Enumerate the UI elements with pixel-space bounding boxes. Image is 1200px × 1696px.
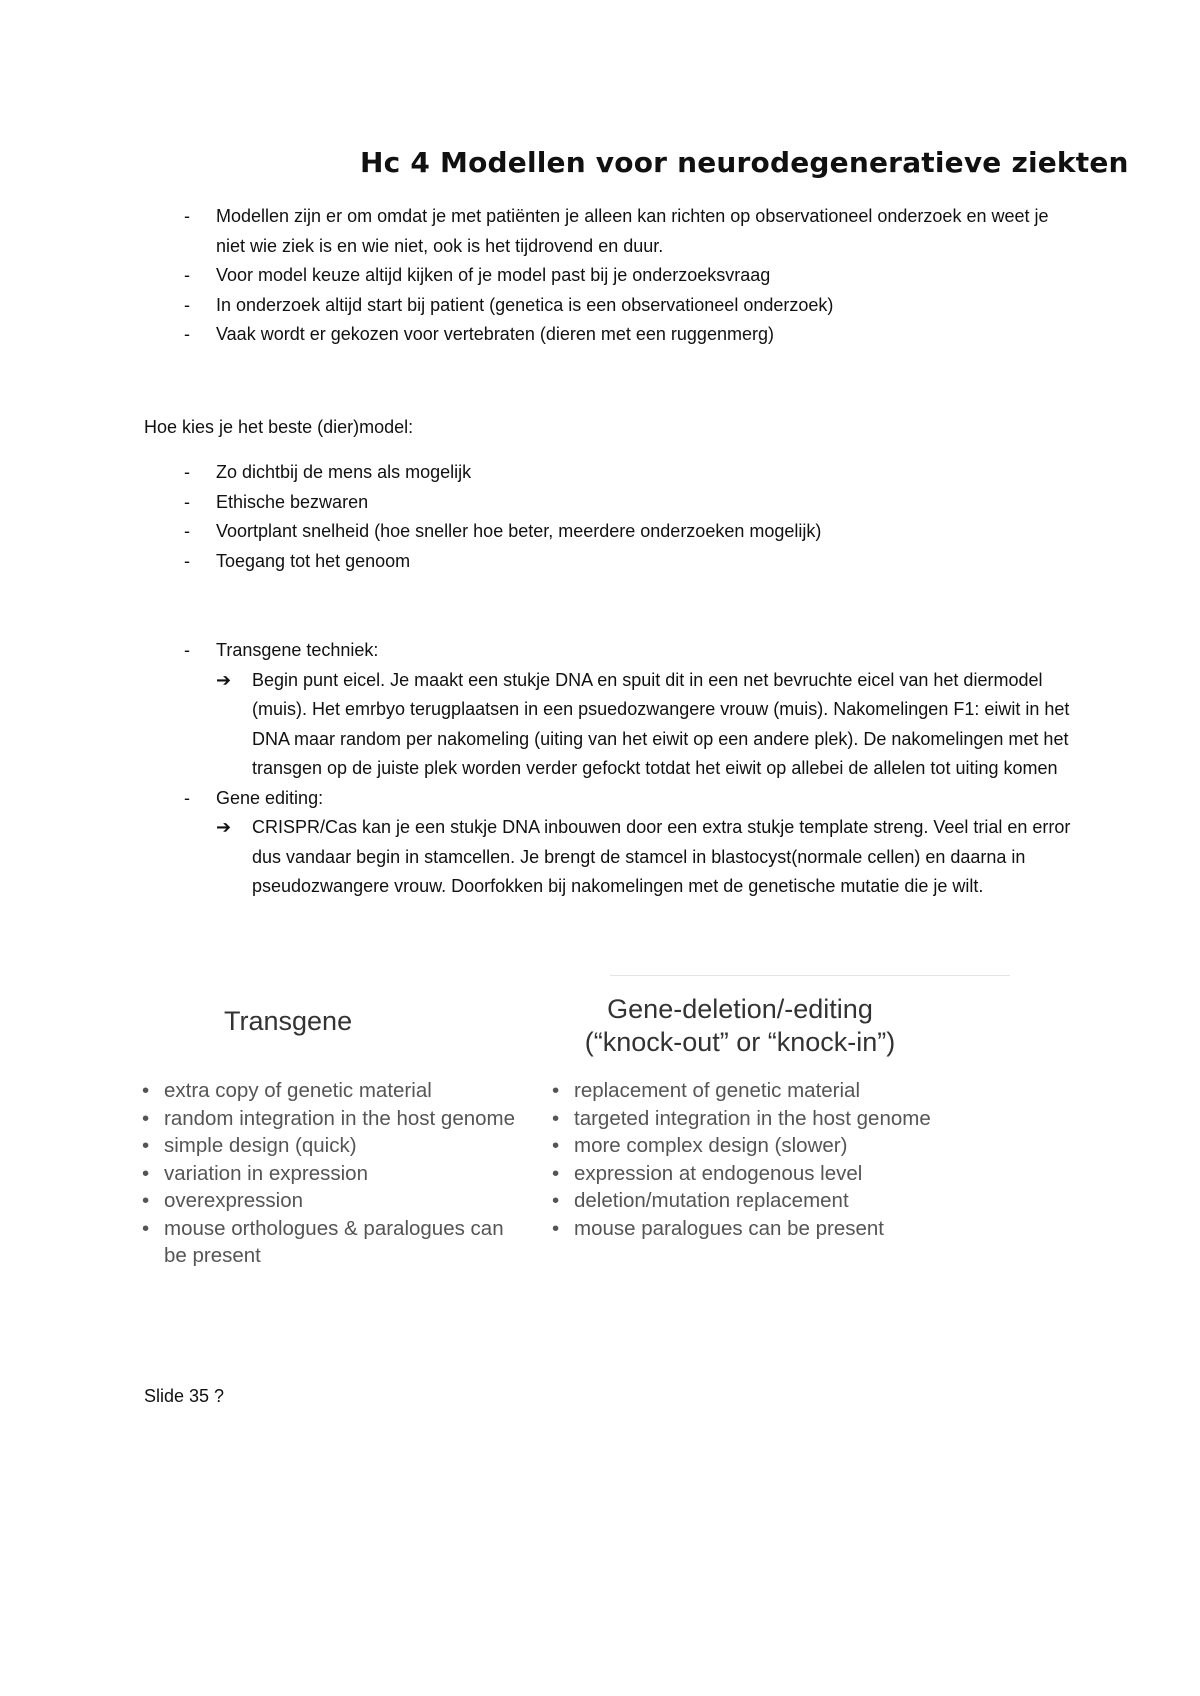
list-item-text: Voor model keuze altijd kijken of je model past bij je onderzoeksvraag	[216, 265, 771, 285]
technique-item	[180, 784, 1076, 902]
list-item-text: Vaak wordt er gekozen voor vertebraten (dieren met een ruggenmerg)	[216, 324, 774, 344]
arrow-right-icon: ➔	[216, 817, 232, 837]
arrow-right-icon: ➔	[216, 669, 232, 690]
list-item-text: Zo dichtbij de mens als mogelijk	[216, 462, 472, 482]
list-item	[180, 291, 1076, 321]
transgene-list	[140, 1077, 520, 1270]
technique-label: Transgene techniek:	[216, 640, 379, 660]
dash-marker: -	[184, 787, 190, 808]
dash-marker: -	[184, 206, 190, 226]
list-item: • mouse orthologues & paralogues can be present	[140, 1215, 520, 1270]
list-item	[180, 488, 1076, 518]
footer-note: Slide 35 ?	[144, 1386, 225, 1406]
list-item	[180, 202, 1076, 261]
gene-editing-heading	[550, 993, 930, 1077]
technique-list	[180, 636, 1076, 902]
dash-marker: -	[184, 521, 190, 541]
list-item-text: Voortplant snelheid (hoe sneller hoe beter, meerdere onderzoeken mogelijk)	[216, 521, 822, 541]
list-item-text: Ethische bezwaren	[216, 491, 369, 512]
technique-label: Gene editing:	[216, 787, 324, 808]
list-item	[180, 547, 1076, 577]
dash-marker: -	[184, 324, 190, 344]
technique-detail	[216, 813, 1072, 902]
list-item	[180, 320, 1076, 350]
list-item	[180, 261, 1076, 291]
gene-editing-heading-line2: (“knock-out” or “knock-in”)	[584, 1027, 896, 1057]
gene-editing-list	[550, 1077, 1070, 1242]
technique-item	[180, 636, 1076, 784]
list-item	[180, 458, 1076, 488]
list-item: • replacement of genetic material	[550, 1077, 1070, 1105]
technique-detail	[216, 666, 1072, 784]
transgene-column	[140, 993, 550, 1270]
list-item: • mouse paralogues can be present	[550, 1215, 1070, 1243]
gene-editing-column	[550, 993, 1070, 1242]
transgene-heading: Transgene	[224, 1006, 353, 1036]
dash-marker: -	[184, 265, 190, 285]
list-item: • deletion/mutation replacement	[550, 1187, 1070, 1215]
list-item: • targeted integration in the host genome	[550, 1105, 1070, 1133]
list-item: • more complex design (slower)	[550, 1132, 1070, 1160]
dash-marker: -	[184, 640, 190, 660]
dash-marker: -	[184, 294, 190, 315]
criteria-list	[180, 458, 1076, 576]
page-title: Hc 4 Modellen voor neurodegeneratieve ziekten	[360, 146, 1129, 179]
criteria-heading: Hoe kies je het beste (dier)model:	[144, 417, 414, 437]
list-item-text: Toegang tot het genoom	[216, 550, 411, 571]
list-item: • variation in expression	[140, 1160, 520, 1188]
technique-detail-text: CRISPR/Cas kan je een stukje DNA inbouwen door een extra stukje template streng. Veel trial en error dus vandaar begin in stamcellen. Je brengt de stamcel in blastocyst(normale cellen) en daarna in pseudozwangere vrouw. Doorfokken bij nakomelingen met de genetische mutatie die je wilt.	[252, 817, 1071, 896]
list-item-text: Modellen zijn er om omdat je met patiënten je alleen kan richten op observationeel onderzoek en weet je niet wie ziek is en wie niet, ook is het tijdrovend en duur.	[216, 206, 1049, 256]
technique-detail-text: Begin punt eicel. Je maakt een stukje DNA en spuit dit in een net bevruchte eicel van het diermodel (muis). Het emrbyo terugplaatsen in een psuedozwangere vrouw (muis). Nakomelingen F1: eiwit in het DNA maar random per nakomeling (uiting van het eiwit op een andere plek). De nakomelingen met het transgen op de juiste plek worden verder gefockt totdat het eiwit op allebei de allelen tot uiting komen	[252, 669, 1070, 778]
slide-figure	[140, 975, 1100, 1335]
dash-marker: -	[184, 550, 190, 571]
list-item: • expression at endogenous level	[550, 1160, 1070, 1188]
figure-divider	[610, 975, 1010, 976]
dash-marker: -	[184, 491, 190, 512]
list-item	[180, 517, 1076, 547]
intro-list	[180, 202, 1076, 350]
list-item: • simple design (quick)	[140, 1132, 520, 1160]
dash-marker: -	[184, 462, 190, 482]
list-item-text: In onderzoek altijd start bij patient (genetica is een observationeel onderzoek)	[216, 294, 834, 315]
list-item: • random integration in the host genome	[140, 1105, 520, 1133]
gene-editing-heading-line1: Gene-deletion/-editing	[607, 994, 873, 1024]
list-item: • overexpression	[140, 1187, 520, 1215]
list-item: • extra copy of genetic material	[140, 1077, 520, 1105]
